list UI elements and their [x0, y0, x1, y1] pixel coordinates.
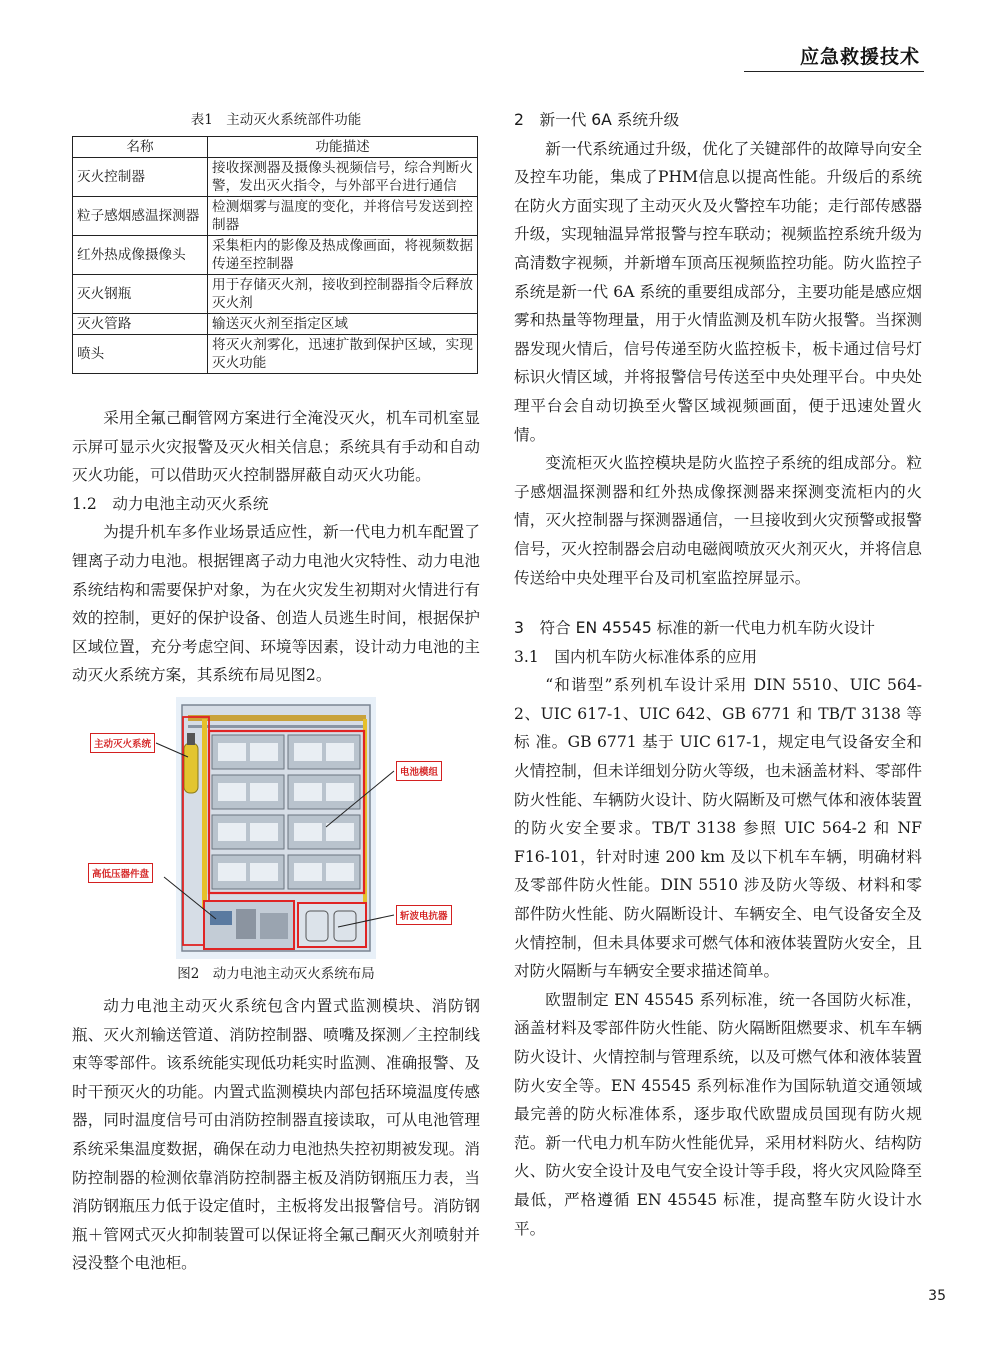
table-row — [73, 236, 478, 275]
table-cell-name: 灭火控制器 — [73, 158, 208, 197]
parts-table — [72, 136, 478, 374]
table-header-name: 名称 — [73, 137, 208, 158]
section-heading-1-2: 1.2 动力电池主动灭火系统 — [72, 494, 269, 513]
table-cell-desc: 输送灭火剂至指定区域 — [208, 314, 478, 335]
paragraph: 为提升机车多作业场景适应性，新一代电力机车配置了锂离子动力电池。根据锂离子动力电池火灾特性、动力电池系统结构和需要保护对象，为在火灾发生初期对火情进行有效的控制，更好的保护设备、创造人员逃生时间，根据保护区域位置，充分考虑空间、环境等因素，设计动力电池的主动灭火系统方案，其系统布局见图2。 — [72, 523, 480, 685]
battery-system-figure — [76, 697, 476, 959]
journal-section-title: 应急救援技术 — [799, 46, 920, 68]
table-cell-name: 红外热成像摄像头 — [73, 236, 208, 275]
left-column-upper — [72, 404, 480, 690]
table-header-row — [73, 137, 478, 158]
left-column-lower — [72, 992, 480, 1278]
table-row — [73, 158, 478, 197]
table-row — [73, 197, 478, 236]
table-cell-desc: 接收探测器及摄像头视频信号，综合判断火警，发出灭火指令，与外部平台进行通信 — [208, 158, 478, 197]
table-caption: 表1 主动灭火系统部件功能 — [190, 112, 362, 128]
table-cell-name: 粒子感烟感温探测器 — [73, 197, 208, 236]
paragraph: 欧盟制定 EN 45545 系列标准，统一各国防火标准，涵盖材料及零部件防火性能、防火隔断阻燃要求、机车车辆防火设计、火情控制与管理系统，以及可燃气体和液体装置防火安全等。EN 45545 系列标准作为国际轨道交通领域最完善的防火标准体系，逐步取代欧盟成员国现有防火规范。新一代电力机车防火性能优异，采用材料防火、结构防火、防火安全设计及电气安全设计等手段，将火灾风险降至最低，严格遵循 EN 45545 标准，提高整车防火设计水平。 — [514, 990, 922, 1238]
paragraph: 变流柜灭火监控模块是防火监控子系统的组成部分。粒子感烟温探测器和红外热成像探测器来探测变流柜内的火情，灭火控制器与探测器通信，一旦接收到火灾预警或报警信号，灭火控制器会启动电磁阀喷放灭火剂灭火，并将信息传送给中央处理平台及司机室监控屏显示。 — [514, 454, 922, 587]
table-cell-desc: 将灭火剂雾化，迅速扩散到保护区域，实现灭火功能 — [208, 335, 478, 374]
table-row — [73, 335, 478, 374]
table-row — [73, 314, 478, 335]
paragraph: 动力电池主动灭火系统包含内置式监测模块、消防钢瓶、灭火剂输送管道、消防控制器、喷嘴及探测／主控制线束等零部件。该系统能实现低功耗实时监测、准确报警、及时干预灭火的功能。内置式监测模块内部包括环境温度传感器，同时温度信号可由消防控制器直接读取，可从电池管理系统采集温度数据，确保在动力电池热失控初期被发现。消防控制器的检测依靠消防控制器主板及消防钢瓶压力表，当消防钢瓶压力低于设定值时，主板将发出报警信号。消防钢瓶＋管网式灭火抑制装置可以保证将全氟己酮灭火剂喷射并浸没整个电池柜。 — [72, 997, 480, 1273]
table-cell-desc: 检测烟雾与温度的变化，并将信号发送到控制器 — [208, 197, 478, 236]
section-heading-3-1: 3.1 国内机车防火标准体系的应用 — [514, 647, 758, 666]
table-cell-name: 喷头 — [73, 335, 208, 374]
right-column — [514, 106, 922, 1243]
section-heading-2: 2 新一代 6A 系统升级 — [514, 111, 680, 129]
figure-label-chopper-reactor: 斩波电抗器 — [396, 905, 452, 925]
figure-caption: 图2 动力电池主动灭火系统布局 — [177, 966, 375, 982]
paragraph: 新一代系统通过升级，优化了关键部件的故障导向安全及控车功能，集成了PHM信息以提高性能。升级后的系统在防火方面实现了主动灭火及火警控车功能；走行部传感器升级，实现轴温异常报警与控车联动；视频监控系统升级为高清数字视频，并新增车顶高压视频监控功能。防火监控子系统是新一代 6A 系统的重要组成部分，主要功能是感应烟雾和热量等物理量，用于火情监测及机车防火报警。当探测器发现火情后，信号传递至防火监控板卡，板卡通过信号灯标识火情区域，并将报警信号传送至中央处理平台。中央处理平台会自动切换至火警区域视频画面，便于迅速处置火情。 — [514, 139, 922, 444]
table-row — [73, 275, 478, 314]
table-cell-name: 灭火管路 — [73, 314, 208, 335]
figure-label-battery-module: 电池模组 — [396, 761, 442, 781]
parts-table-wrapper — [72, 136, 478, 374]
paragraph: 采用全氟己酮管网方案进行全淹没灭火，机车司机室显示屏可显示火灾报警及灭火相关信息；系统具有手动和自动灭火功能，可以借助灭火控制器屏蔽自动灭火功能。 — [72, 409, 480, 485]
header-rule — [744, 71, 924, 72]
page-number: 35 — [928, 1288, 946, 1304]
figure-label-hv-lv-panel: 高低压器件盘 — [88, 863, 153, 883]
table-header-desc: 功能描述 — [208, 137, 478, 158]
section-spacer — [514, 592, 922, 614]
table-cell-desc: 用于存储灭火剂，接收到控制器指令后释放灭火剂 — [208, 275, 478, 314]
table-cell-desc: 采集柜内的影像及热成像画面，将视频数据传递至控制器 — [208, 236, 478, 275]
figure-label-main-system: 主动灭火系统 — [90, 733, 155, 753]
section-heading-3: 3 符合 EN 45545 标准的新一代电力机车防火设计 — [514, 619, 876, 638]
table-cell-name: 灭火钢瓶 — [73, 275, 208, 314]
paragraph: “和谐型”系列机车设计采用 DIN 5510、UIC 564-2、UIC 617-1、UIC 642、GB 6771 和 TB/T 3138 等 标 准。GB 6771 基于 UIC 617-1，规定电气设备安全和火情控制，但未详细划分防火等级，也未涵盖材料、零部件防火性能、车辆防火设计、防火隔断及可燃气体和液体装置的防火安全要求。TB/T 3138 参照 UIC 564-2 和 NF F16-101，针对时速 200 km 及以下机车车辆，明确材料及零部件防火性能。DIN 5510 涉及防火等级、材料和零部件防火性能、防火隔断设计、车辆安全、电气设备安全及火情控制，但未具体要求可燃气体和液体装置防火安全，且对防火隔断与车辆安全要求描述简单。 — [514, 676, 922, 981]
